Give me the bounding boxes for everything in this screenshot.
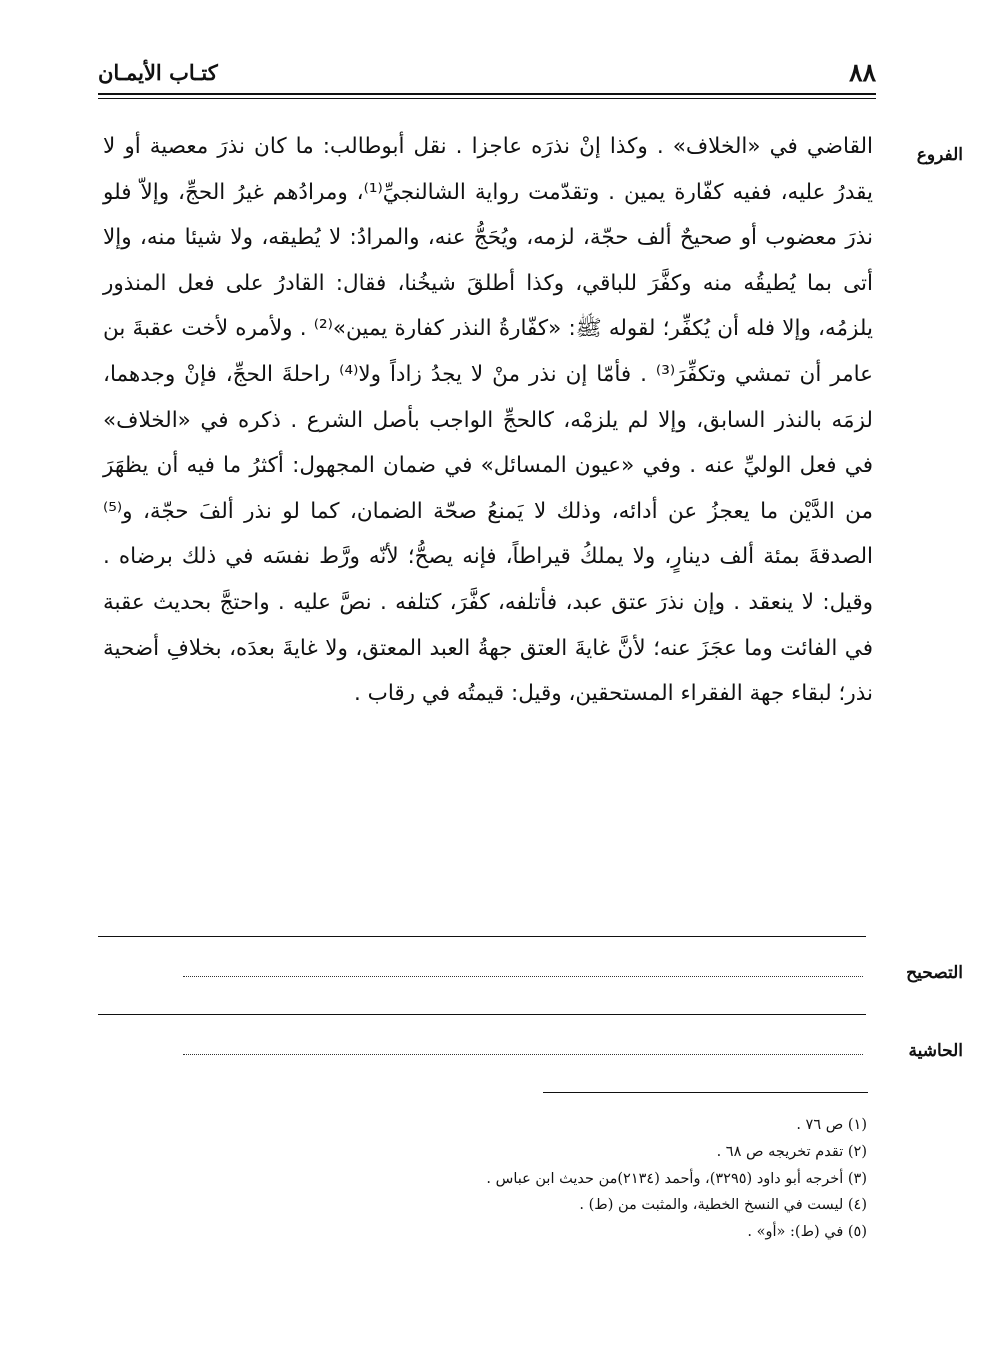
footnote-2: (٢) تقدم تخريجه ص ٦٨ . <box>716 1143 867 1160</box>
header-rule-thin <box>98 98 876 99</box>
correction-dots <box>183 976 863 977</box>
gloss-line <box>103 1036 963 1066</box>
notes-rule-top <box>98 936 866 937</box>
footnotes <box>107 1112 867 1246</box>
footnote-1: (١) ص ٧٦ . <box>796 1117 867 1133</box>
footnote-5: (٥) في (ط): «أو» . <box>747 1224 867 1241</box>
page-number: ٨٨ <box>849 58 876 87</box>
page-header <box>98 56 876 90</box>
gloss-label: الحاشية <box>908 1041 963 1061</box>
gloss-dots <box>183 1054 863 1055</box>
running-title: كتـاب الأيمـان <box>98 60 218 85</box>
correction-label: التصحيح <box>906 963 963 983</box>
section-label: الفروع <box>916 145 963 165</box>
correction-line <box>103 958 963 988</box>
footnote-separator <box>543 1092 868 1093</box>
body-text: القاضي في «الخلاف» . وكذا إنْ نذرَه عاجزا . نقل أبوطالب: ما كان نذرَ معصية أو لا يقدرُ عليه، ففيه كفّارة يمين . وتقدّمت رواية الشالنجيِّ⁽¹⁾، ومرادُهم غيرُ الحجِّ، وإلاّ فلو نذرَ معضوب أو صحيحٌ ألف حجّة، لزمه، ويُحَجُّ عنه، والمرادُ: لا يُطيقه، ولا شيئا منه، وإلا أتى بما يُطيقُه منه وكفَّرَ للباقي، وكذا أطلقَ شيخُنا، فقال: القادرُ على فعل المنذور يلزمُه، وإلا فله أن يُكفِّر؛ لقوله ﷺ: «كفّارةُ النذر كفارة يمين»⁽²⁾ . ولأمره لأخت عقبةَ بن عامر أن تمشي وتكفِّرَ⁽³⁾ . فأمّا إن نذر منْ لا يجدُ زاداً ولا⁽⁴⁾ راحلةَ الحجِّ، فإنْ وجدهما، لزمَه بالنذر السابق، وإلا لم يلزمْه، كالحجِّ الواجب بأصل الشرع . ذكره في «الخلاف» في فعل الوليِّ عنه . وفي «عيون المسائل» في ضمان المجهول: أكثرُ ما فيه أن يظهَرَ من الدَّيْن ما يعجزُ عن أدائه، وذلك لا يَمنعُ صحّة الضمان، كما لو نذر ألفَ حجّة، و⁽⁵⁾ الصدقةَ بمئة ألف دينارٍ، ولا يملكُ قيراطاً، فإنه يصحُّ؛ لأنّه ورَّط نفسَه في ذلك برضاه . وقيل: لا ينعقد . وإن نذرَ عتق عبد، فأتلفه، كفَّرَ، كتلفه . نصَّ عليه . واحتجَّ بحديث عقبة في الفائت وما عجَزَ عنه؛ لأنَّ غايةَ العتق جهةُ العبد المعتق، ولا غايةَ بعدَه، بخلافِ أضحية نذر؛ لبقاء جهة الفقراء المستحقين، وقيل: قيمتُه في رقاب . <box>103 134 874 707</box>
footnote-4: (٤) ليست في النسخ الخطية، والمثبت من (ط) . <box>579 1197 867 1214</box>
notes-rule-middle <box>98 1014 866 1015</box>
header-rule <box>98 93 876 95</box>
footnote-3: (٣) أخرجه أبو داود (٣٢٩٥)، وأحمد (٢١٣٤)من حديث ابن عباس . <box>486 1170 867 1187</box>
